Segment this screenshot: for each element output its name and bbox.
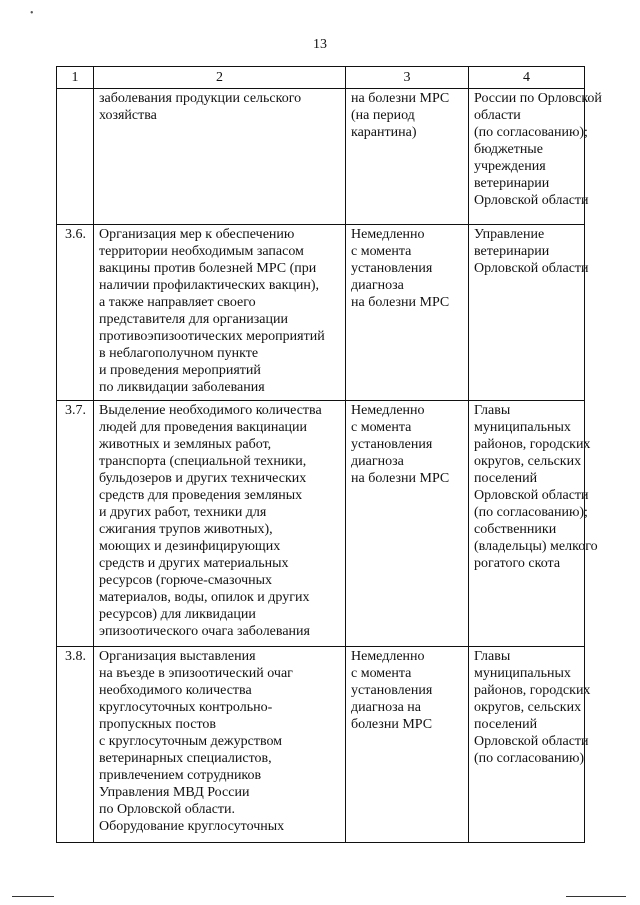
measures-table: [56, 66, 602, 843]
cell-text-line: средств и других материальных: [99, 556, 289, 571]
measure-cell: [94, 401, 346, 647]
cell-text-line: материалов, воды, опилок и других: [99, 590, 310, 605]
cell-text-line: круглосуточных контрольно-: [99, 700, 273, 715]
header-col-1: 1: [57, 67, 94, 89]
cell-text-line: Управления МВД России: [99, 785, 250, 800]
cell-text-line: (владельцы) мелкого: [474, 539, 598, 554]
table-row: [57, 647, 585, 843]
responsible-cell: [469, 225, 589, 401]
footer-rule-right: [566, 896, 626, 897]
term-cell: [346, 647, 469, 843]
cell-text-line: наличии профилактических вакцин),: [99, 278, 320, 293]
cell-text-line: установления: [351, 437, 433, 452]
cell-text-line: и проведения мероприятий: [99, 363, 261, 378]
header-col-2: 2: [94, 67, 346, 89]
cell-text-line: Орловской области: [474, 734, 589, 749]
cell-text-line: эпизоотического очага заболевания: [99, 624, 310, 639]
cell-text-line: с момента: [351, 244, 412, 259]
term-cell: [346, 401, 469, 647]
cell-text-line: на въезде в эпизоотический очаг: [99, 666, 293, 681]
cell-text-line: Организация выставления: [99, 649, 256, 664]
cell-text-line: Главы: [474, 649, 511, 664]
item-number-cell: 3.6.: [57, 225, 94, 401]
cell-text-line: привлечением сотрудников: [99, 768, 262, 783]
responsible-cell: [469, 647, 591, 843]
cell-text-line: болезни МРС: [351, 717, 433, 732]
cell-text-line: сжигания трупов животных),: [99, 522, 273, 537]
cell-text-line: Орловской области: [474, 261, 589, 276]
cell-text-line: Главы: [474, 403, 511, 418]
cell-text-line: Немедленно: [351, 649, 425, 664]
cell-text-line: а также направляет своего: [99, 295, 256, 310]
cell-text-line: диагноза на: [351, 700, 422, 715]
cell-text-line: хозяйства: [99, 108, 157, 123]
responsible-cell: [469, 89, 602, 225]
cell-text-line: моющих и дезинфицирующих: [99, 539, 281, 554]
table-row: [57, 89, 585, 225]
cell-text-line: с момента: [351, 666, 412, 681]
cell-text-line: диагноза: [351, 278, 404, 293]
page-number: 13: [313, 37, 327, 52]
cell-text-line: Орловской области: [474, 488, 589, 503]
cell-text-line: с круглосуточным дежурством: [99, 734, 283, 749]
cell-text-line: в неблагополучном пункте: [99, 346, 259, 361]
cell-text-line: на болезни МРС: [351, 295, 450, 310]
cell-text-line: противоэпизоотических мероприятий: [99, 329, 325, 344]
cell-text-line: территории необходимым запасом: [99, 244, 304, 259]
measure-cell: [94, 89, 346, 225]
cell-text-line: Немедленно: [351, 403, 425, 418]
cell-text-line: с момента: [351, 420, 412, 435]
cell-text-line: ветеринарии: [474, 176, 550, 191]
cell-text-line: заболевания продукции сельского: [99, 91, 302, 106]
cell-text-line: муниципальных: [474, 666, 571, 681]
cell-text-line: пропускных постов: [99, 717, 216, 732]
cell-text-line: ресурсов) для ликвидации: [99, 607, 256, 622]
cell-text-line: (по согласованию): [474, 751, 585, 766]
cell-text-line: бульдозеров и других технических: [99, 471, 307, 486]
cell-text-line: Оборудование круглосуточных: [99, 819, 285, 834]
cell-text-line: ресурсов (горюче-смазочных: [99, 573, 273, 588]
cell-text-line: рогатого скота: [474, 556, 561, 571]
header-col-4: 4: [469, 67, 585, 89]
cell-text-line: районов, городских: [474, 683, 591, 698]
table-header-row: [57, 67, 585, 89]
cell-text-line: бюджетные: [474, 142, 543, 157]
cell-text-line: районов, городских: [474, 437, 591, 452]
item-number-cell: [57, 89, 94, 225]
header-col-3: 3: [346, 67, 469, 89]
cell-text-line: учреждения: [474, 159, 546, 174]
cell-text-line: ветеринарных специалистов,: [99, 751, 272, 766]
term-cell: [346, 89, 469, 225]
cell-text-line: Организация мер к обеспечению: [99, 227, 295, 242]
cell-text-line: округов, сельских: [474, 700, 582, 715]
cell-text-line: по Орловской области.: [99, 802, 236, 817]
item-number-cell: 3.8.: [57, 647, 94, 843]
table-row: [57, 225, 585, 401]
cell-text-line: установления: [351, 683, 433, 698]
scan-mark: •: [30, 8, 34, 19]
measure-cell: [94, 225, 346, 401]
cell-text-line: поселений: [474, 717, 538, 732]
cell-text-line: на болезни МРС: [351, 471, 450, 486]
cell-text-line: вакцины против болезней МРС (при: [99, 261, 317, 276]
cell-text-line: Орловской области: [474, 193, 589, 208]
cell-text-line: установления: [351, 261, 433, 276]
cell-text-line: транспорта (специальной техники,: [99, 454, 307, 469]
cell-text-line: собственники: [474, 522, 557, 537]
cell-text-line: поселений: [474, 471, 538, 486]
cell-text-line: карантина): [351, 125, 417, 140]
cell-text-line: по ликвидации заболевания: [99, 380, 265, 395]
cell-text-line: ветеринарии: [474, 244, 550, 259]
cell-text-line: на болезни МРС: [351, 91, 450, 106]
cell-text-line: муниципальных: [474, 420, 571, 435]
cell-text-line: (на период: [351, 108, 415, 123]
cell-text-line: необходимого количества: [99, 683, 252, 698]
cell-text-line: (по согласованию);: [474, 125, 588, 140]
cell-text-line: и других работ, техники для: [99, 505, 267, 520]
cell-text-line: Немедленно: [351, 227, 425, 242]
cell-text-line: России по Орловской: [474, 91, 602, 106]
footer-rule-left: [12, 896, 54, 897]
cell-text-line: диагноза: [351, 454, 404, 469]
cell-text-line: Выделение необходимого количества: [99, 403, 322, 418]
cell-text-line: средств для проведения земляных: [99, 488, 303, 503]
table-row: [57, 401, 585, 647]
cell-text-line: представителя для организации: [99, 312, 288, 327]
item-number-cell: 3.7.: [57, 401, 94, 647]
cell-text-line: Управление: [474, 227, 545, 242]
cell-text-line: (по согласованию);: [474, 505, 588, 520]
cell-text-line: округов, сельских: [474, 454, 582, 469]
table-body: [57, 89, 602, 843]
responsible-cell: [469, 401, 598, 647]
term-cell: [346, 225, 469, 401]
cell-text-line: животных и земляных работ,: [99, 437, 272, 452]
cell-text-line: области: [474, 108, 521, 123]
measure-cell: [94, 647, 346, 843]
cell-text-line: людей для проведения вакцинации: [99, 420, 308, 435]
